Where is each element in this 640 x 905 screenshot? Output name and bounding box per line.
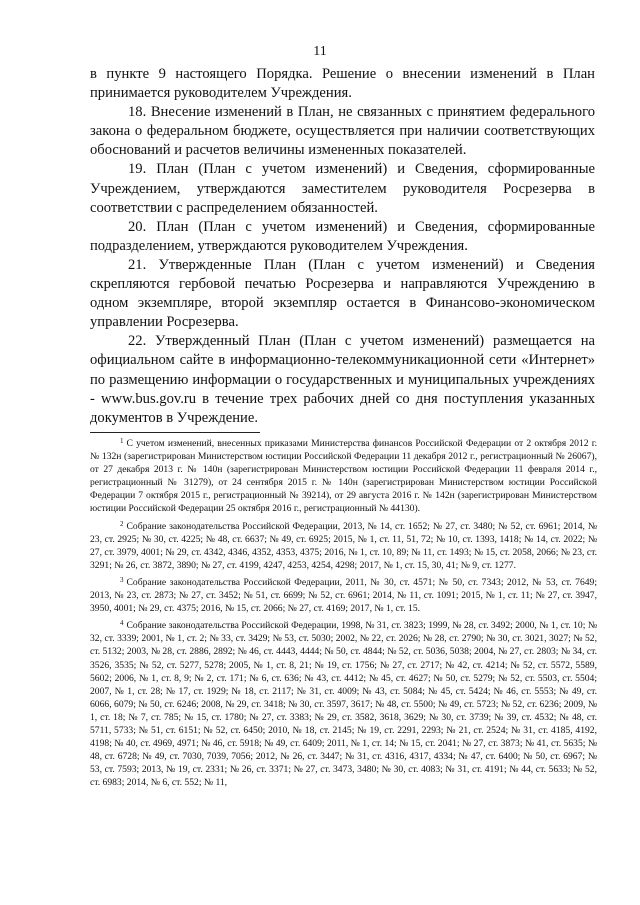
footnote-mark: 2 — [120, 519, 124, 528]
paragraph-continuation: в пункте 9 настоящего Порядка. Решение о внесении изменений в План принимается руководителем Учреждения. — [90, 66, 595, 102]
footnote-2 — [90, 520, 597, 572]
paragraph-20: 20. План (План с учетом изменений) и Сведения, сформированные подразделением, утверждаются руководителем Учреждения. — [90, 218, 595, 254]
paragraph-22: 22. Утвержденный План (План с учетом изменений) размещается на официальном сайте в информационно-телекоммуникационной сети «Интернет» по размещению информации о государственных и муниципальных учреждениях - www.bus.gov.ru в течение трех рабочих дней со дня поступления указанных документов в Учреждение. — [90, 333, 595, 426]
paragraph-21: 21. Утвержденные План (План с учетом изменений) и Сведения скрепляются гербовой печатью Росрезерва и направляются Учреждению в одном экземпляре, второй экземпляр остается в Финансово-экономическом управлении Росрезерва. — [90, 256, 595, 331]
page-number: 11 — [313, 44, 327, 59]
footnote-text: С учетом изменений, внесенных приказами Министерства финансов Российской Федерации от 2 октября 2012 г. № 132н (зарегистрирован Министерством юстиции Российской Федерации 11 декабря 2012 г., регистрационный № 26067), от 27 декабря 2013 г. № 140н (зарегистрирован Министерством юстиции Российской Федерации 11 февраля 2014 г., регистрационный № 31279), от 24 сентября 2015 г. № 140н (зарегистрирован Министерством юстиции Российской Федерации 7 октября 2015 г., регистрационный № 39214), от 29 августа 2016 г. № 142н (зарегистрирован Министерством юстиции Российской Федерации 25 октября 2016 г., регистрационный № 44130). — [90, 438, 597, 515]
body-text — [90, 65, 595, 428]
footnote-separator — [90, 432, 260, 433]
footnote-mark: 3 — [120, 575, 124, 584]
footnote-text: Собрание законодательства Российской Федерации, 2011, № 30, ст. 4571; № 50, ст. 7343; 2012, № 53, ст. 7649; 2013, № 23, ст. 2873; № 27, ст. 3452; № 51, ст. 6699; № 52, ст. 6961; 2014, № 11, ст. 1091; 2015, № 1, ст. 11; № 27, ст. 3947, 3950, 4001; № 29, ст. 4375; 2016, № 15, ст. 2066; № 27, ст. 4169; 2017, № 1, ст. 15. — [90, 576, 597, 615]
footnote-text: Собрание законодательства Российской Федерации, 1998, № 31, ст. 3823; 1999, № 28, ст. 3492; 2000, № 1, ст. 10; № 32, ст. 3339; 2001, № 1, ст. 2; № 33, ст. 3429; № 53, ст. 5030; 2002, № 22, ст. 2026; № 28, ст. 2790; № 30, ст. 3021, 3027; № 52, ст. 5132; 2003, № 28, ст. 2886, 2892; № 46, ст. 4443, 4444; № 50, ст. 4844; № 52, ст. 5036, 5038; 2004, № 27, ст. 2803; № 34, ст. 3526, 3535; № 52, ст. 5277, 5278; 2005, № 1, ст. 8, 21; № 19, ст. 1756; № 27, ст. 2717; № 42, ст. 4214; № 52, ст. 5572, 5589, 5602; 2006, № 1, ст. 8, 9; № 2, ст. 171; № 6, ст. 636; № 43, ст. 4412; № 45, ст. 4627; № 50, ст. 5279; № 52, ст. 5503, ст. 5504; 2007, № 1, ст. 28; № 17, ст. 1929; № 18, ст. 2117; № 31, ст. 4009; № 43, ст. 5084; № 45, ст. 5424; № 46, ст. 5553; № 49, ст. 6066, 6079; № 50, ст. 6246; 2008, № 29, ст. 3418; № 30, ст. 3597, 3617; № 48, ст. 5500; № 49, ст. 5723; № 52, ст. 6236; 2009, № 1, ст. 18; № 7, ст. 785; № 15, ст. 1780; № 27, ст. 3383; № 29, ст. 3582, 3618, 3629; № 30, ст. 3739; № 39, ст. 4532; № 48, ст. 5711, 5733; № 51, ст. 6151; № 52, ст. 6450; 2010, № 18, ст. 2145; № 19, ст. 2291, 2293; № 21, ст. 2524; № 31, ст. 4185, 4192, 4198; № 40, ст. 4969, 4971; № 46, ст. 5918; № 49, ст. 6409; 2011, № 1, ст. 14; № 15, ст. 2041; № 27, ст. 3873; № 41, ст. 5635; № 48, ст. 6728; № 49, ст. 7030, 7039, 7056; 2012, № 26, ст. 3447; № 31, ст. 4316, 4317, 4334; № 47, ст. 6400; № 50, ст. 6967; № 53, ст. 7593; 2013, № 19, ст. 2331; № 26, ст. 3371; № 27, ст. 3473, 3480; № 30, ст. 4083; № 31, ст. 4191; № 44, ст. 5633; № 52, ст. 6983; 2014, № 6, ст. 552; № 11, — [90, 620, 597, 789]
footnote-3 — [90, 576, 597, 615]
footnote-4 — [90, 619, 597, 789]
footnote-1 — [90, 437, 597, 516]
footnote-mark: 4 — [120, 619, 124, 628]
footnotes — [90, 437, 597, 793]
footnote-mark: 1 — [120, 437, 124, 445]
footnote-text: Собрание законодательства Российской Федерации, 2013, № 14, ст. 1652; № 27, ст. 3480; № 52, ст. 6961; 2014, № 23, ст. 2925; № 30, ст. 4225; № 48, ст. 6637; № 49, ст. 6925; 2015, № 1, ст. 11, 51, 72; № 10, ст. 1393, 1418; № 14, ст. 2022; № 27, ст. 3979, 4001; № 29, ст. 4342, 4346, 4352, 4353, 4375; 2016, № 1, ст. 10, 89; № 11, ст. 1493; № 15, ст. 2058, 2066; № 23, ст. 3291; № 26, ст. 3872, 3890; № 27, ст. 4199, 4247, 4253, 4254, 4298; 2017, № 1, ст. 15, 30, 41; № 9, ст. 1277. — [90, 520, 597, 571]
paragraph-18: 18. Внесение изменений в План, не связанных с принятием федерального закона о федеральном бюджете, осуществляется при наличии соответствующих обоснований и расчетов величины измененных показателей. — [90, 104, 595, 159]
paragraph-19: 19. План (План с учетом изменений) и Сведения, сформированные Учреждением, утверждаются заместителем руководителя Росрезерва в соответствии с распределением обязанностей. — [90, 161, 595, 216]
